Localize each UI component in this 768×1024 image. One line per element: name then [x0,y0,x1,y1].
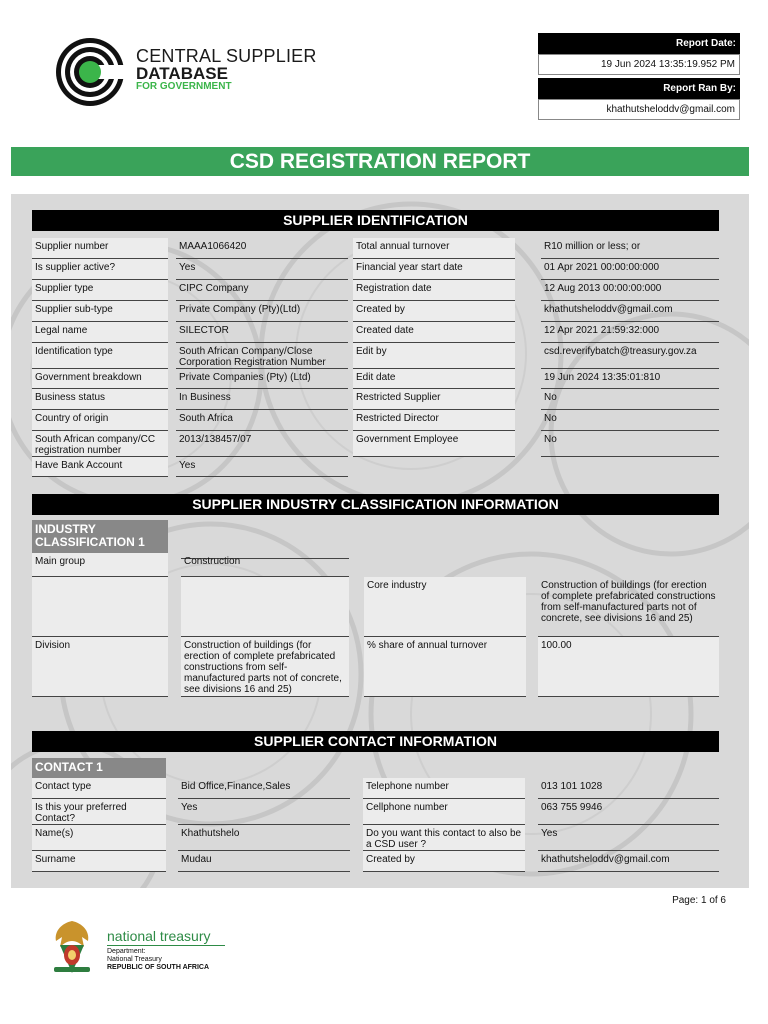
contact-field-value: Yes [178,799,350,825]
contact-field-label: Is this your preferred Contact? [32,799,166,825]
supplier-field-value: Yes [176,457,348,477]
supplier-field-label: Restricted Director [353,410,515,431]
supplier-field-value: 01 Apr 2021 00:00:00:000 [541,259,719,280]
contact-field-value: Yes [538,825,719,851]
division-value: Construction of buildings (for erection of complete prefabricated constructions from self-manufactured parts not of concrete, see divisions 16 and 25) [181,637,349,697]
supplier-field-label: Country of origin [32,410,168,431]
contact-field-label: Name(s) [32,825,166,851]
supplier-field-value: csd.reverifybatch@treasury.gov.za [541,343,719,369]
supplier-field-value: Private Company (Pty)(Ltd) [176,301,348,322]
coat-of-arms-icon [48,917,96,977]
report-ran-by-label: Report Ran By: [538,78,740,99]
industry-empty-middle [181,577,349,637]
supplier-identification-heading: SUPPLIER IDENTIFICATION [32,210,719,231]
contact-field-label: Contact type [32,778,166,799]
supplier-field-label: Supplier sub-type [32,301,168,322]
supplier-field-value: Yes [176,259,348,280]
supplier-field-label: Edit by [353,343,515,369]
supplier-field-value: No [541,389,719,410]
supplier-field-label: Government Employee [353,431,515,457]
supplier-field-label: Edit date [353,369,515,389]
supplier-field-value: 12 Apr 2021 21:59:32:000 [541,322,719,343]
share-value: 100.00 [538,637,719,697]
org-dept-name: National Treasury [107,956,162,963]
supplier-field-value: CIPC Company [176,280,348,301]
division-label: Division [32,637,168,697]
supplier-field-label: Created by [353,301,515,322]
supplier-field-value: Private Companies (Pty) (Ltd) [176,369,348,389]
supplier-field-label: Legal name [32,322,168,343]
contact-field-label: Surname [32,851,166,872]
org-name: national treasury [107,928,211,944]
logo-line3: FOR GOVERNMENT [136,81,232,92]
report-body [11,194,749,888]
supplier-field-label: Government breakdown [32,369,168,389]
industry-empty-left [32,577,168,637]
supplier-field-value: SILECTOR [176,322,348,343]
supplier-field-label: Restricted Supplier [353,389,515,410]
org-underline [107,945,225,946]
logo-line1: CENTRAL SUPPLIER [136,46,317,66]
contact-field-label: Telephone number [363,778,525,799]
supplier-field-value: R10 million or less; or [541,238,719,259]
contact-field-value: 063 755 9946 [538,799,719,825]
logo-line2: DATABASE [136,64,228,83]
supplier-field-value: 12 Aug 2013 00:00:00:000 [541,280,719,301]
supplier-field-value: In Business [176,389,348,410]
main-group-label: Main group [32,553,168,577]
contact-field-value: Mudau [178,851,350,872]
supplier-field-label: Supplier number [32,238,168,259]
supplier-field-label: Have Bank Account [32,457,168,477]
report-title: CSD REGISTRATION REPORT [11,147,749,176]
supplier-field-value: No [541,431,719,457]
report-ran-by-value: khathutsheloddv@gmail.com [538,99,740,120]
supplier-field-label: Is supplier active? [32,259,168,280]
report-date-label: Report Date: [538,33,740,54]
main-group-value: Construction [181,553,349,577]
contact-field-value: Khathutshelo [178,825,350,851]
supplier-field-label: Business status [32,389,168,410]
supplier-field-value: 2013/138457/07 [176,431,348,457]
csd-logo-icon [54,37,126,107]
contact-field-label: Created by [363,851,525,872]
supplier-field-label: Total annual turnover [353,238,515,259]
supplier-field-value: khathutsheloddv@gmail.com [541,301,719,322]
core-industry-label: Core industry [364,577,526,637]
supplier-field-value: South Africa [176,410,348,431]
supplier-field-label: Created date [353,322,515,343]
org-country: REPUBLIC OF SOUTH AFRICA [107,964,210,971]
national-treasury-logo [48,917,248,977]
contact-field-value: Bid Office,Finance,Sales [178,778,350,799]
industry-classification-subheading: INDUSTRY CLASSIFICATION 1 [32,520,168,553]
contact-field-label: Do you want this contact to also be a CSD user ? [363,825,525,851]
csd-logo [54,37,317,109]
contact-information-heading: SUPPLIER CONTACT INFORMATION [32,731,719,752]
contact-subheading: CONTACT 1 [32,758,166,778]
report-date-value: 19 Jun 2024 13:35:19.952 PM [538,54,740,75]
org-dept: Department: [107,948,146,955]
supplier-field-label: Supplier type [32,280,168,301]
supplier-field-label: South African company/CC registration number [32,431,168,457]
supplier-field-label: Financial year start date [353,259,515,280]
contact-field-label: Cellphone number [363,799,525,825]
supplier-field-value: MAAA1066420 [176,238,348,259]
supplier-field-value: No [541,410,719,431]
contact-field-value: 013 101 1028 [538,778,719,799]
report-meta [538,33,740,120]
core-industry-value: Construction of buildings (for erection of complete prefabricated constructions from self-manufactured parts not of concrete, see divisions 16 and 25) [538,577,719,637]
industry-classification-heading: SUPPLIER INDUSTRY CLASSIFICATION INFORMATION [32,494,719,515]
share-label: % share of annual turnover [364,637,526,697]
supplier-field-value: South African Company/Close Corporation Registration Number [176,343,348,369]
supplier-field-value: 19 Jun 2024 13:35:01:810 [541,369,719,389]
supplier-field-label: Identification type [32,343,168,369]
supplier-field-label: Registration date [353,280,515,301]
page-number: Page: 1 of 6 [672,895,726,906]
contact-field-value: khathutsheloddv@gmail.com [538,851,719,872]
